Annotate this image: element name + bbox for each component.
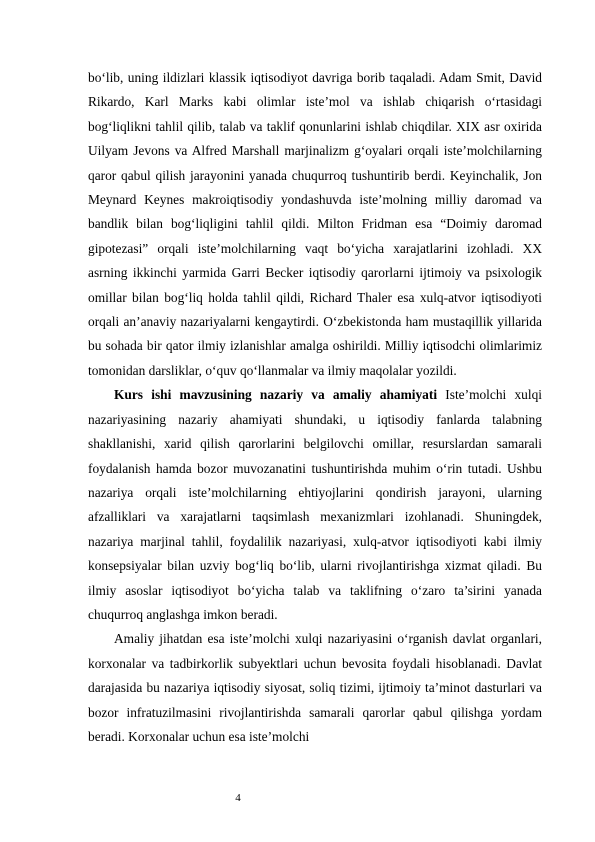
page-number: 4 xyxy=(235,792,241,804)
paragraph-significance-text: Iste’molchi xulqi nazariyasining nazariy ahamiyati shundaki, u iqtisodiy fanlarda talabning shakllanishi, xarid qilish qarorlarini belgilovchi omillar, resurslardan samarali foydalanish hamda bozor muvozanatini tushuntirishda muhim o‘rin tutadi. Ushbu nazariya orqali iste’molchilarning ehtiyojlarini qondirish jarayoni, ularning afzalliklari va xarajatlarni taqsimlash mexanizmlari izohlanadi. Shuningdek, nazariya marjinal tahlil, foydalilik nazariyasi, xulq-atvor iqtisodiyoti kabi ilmiy konsepsiyalar bilan uzviy bog‘liq bo‘lib, ularni rivojlantirishga xizmat qiladi. Bu ilmiy asoslar iqtisodiyot bo‘yicha talab va taklifning o‘zaro ta’sirini yanada chuqurroq anglashga imkon beradi. xyxy=(88,387,542,622)
paragraph-practical: Amaliy jihatdan esa iste’molchi xulqi nazariyasini o‘rganish davlat organlari, korxonalar va tadbirkorlik subyektlari uchun bevosita foydali hisoblanadi. Davlat darajasida bu nazariya iqtisodiy siyosat, soliq tizimi, ijtimoiy ta’minot dasturlari va bozor infratuzilmasini rivojlantirishda samarali qarorlar qabul qilishga yordam beradi. Korxonalar uchun esa iste’molchi xyxy=(88,631,542,744)
section-heading: Kurs ishi mavzusining nazariy va amaliy ahamiyati xyxy=(114,387,438,403)
paragraph-intro: bo‘lib, uning ildizlari klassik iqtisodiyot davriga borib taqaladi. Adam Smit, David Rikardo, Karl Marks kabi olimlar iste’mol va ishlab chiqarish o‘rtasidagi bog‘liqlikni tahlil qilib, talab va taklif qonunlarini ishlab chiqdilar. XIX asr oxirida Uilyam Jevons va Alfred Marshall marjinalizm g‘oyalari orqali iste’molchilarning qaror qabul qilish jarayonini yanada chuqurroq tushuntirib berdi. Keyinchalik, Jon Meynard Keynes makroiqtisodiy yondashuvda iste’molning milliy daromad va bandlik bilan bog‘liqligini tahlil qildi. Milton Fridman esa “Doimiy daromad gipotezasi” orqali iste’molchilarning vaqt bo‘yicha xarajatlarini izohladi. XX asrning ikkinchi yarmida Garri Becker iqtisodiy qarorlarni ijtimoiy va psixologik omillar bilan bog‘liq holda tahlil qildi, Richard Thaler esa xulq-atvor iqtisodiyoti orqali an’anaviy nazariyalarni kengaytirdi. O‘zbekistonda ham mustaqillik yillarida bu sohada bir qator ilmiy izlanishlar amalga oshirildi. Milliy iqtisodchi olimlarimiz tomonidan darsliklar, o‘quv qo‘llanmalar va ilmiy maqolalar yozildi. xyxy=(88,70,542,378)
document-body xyxy=(88,66,542,749)
paragraph-significance xyxy=(88,383,542,627)
